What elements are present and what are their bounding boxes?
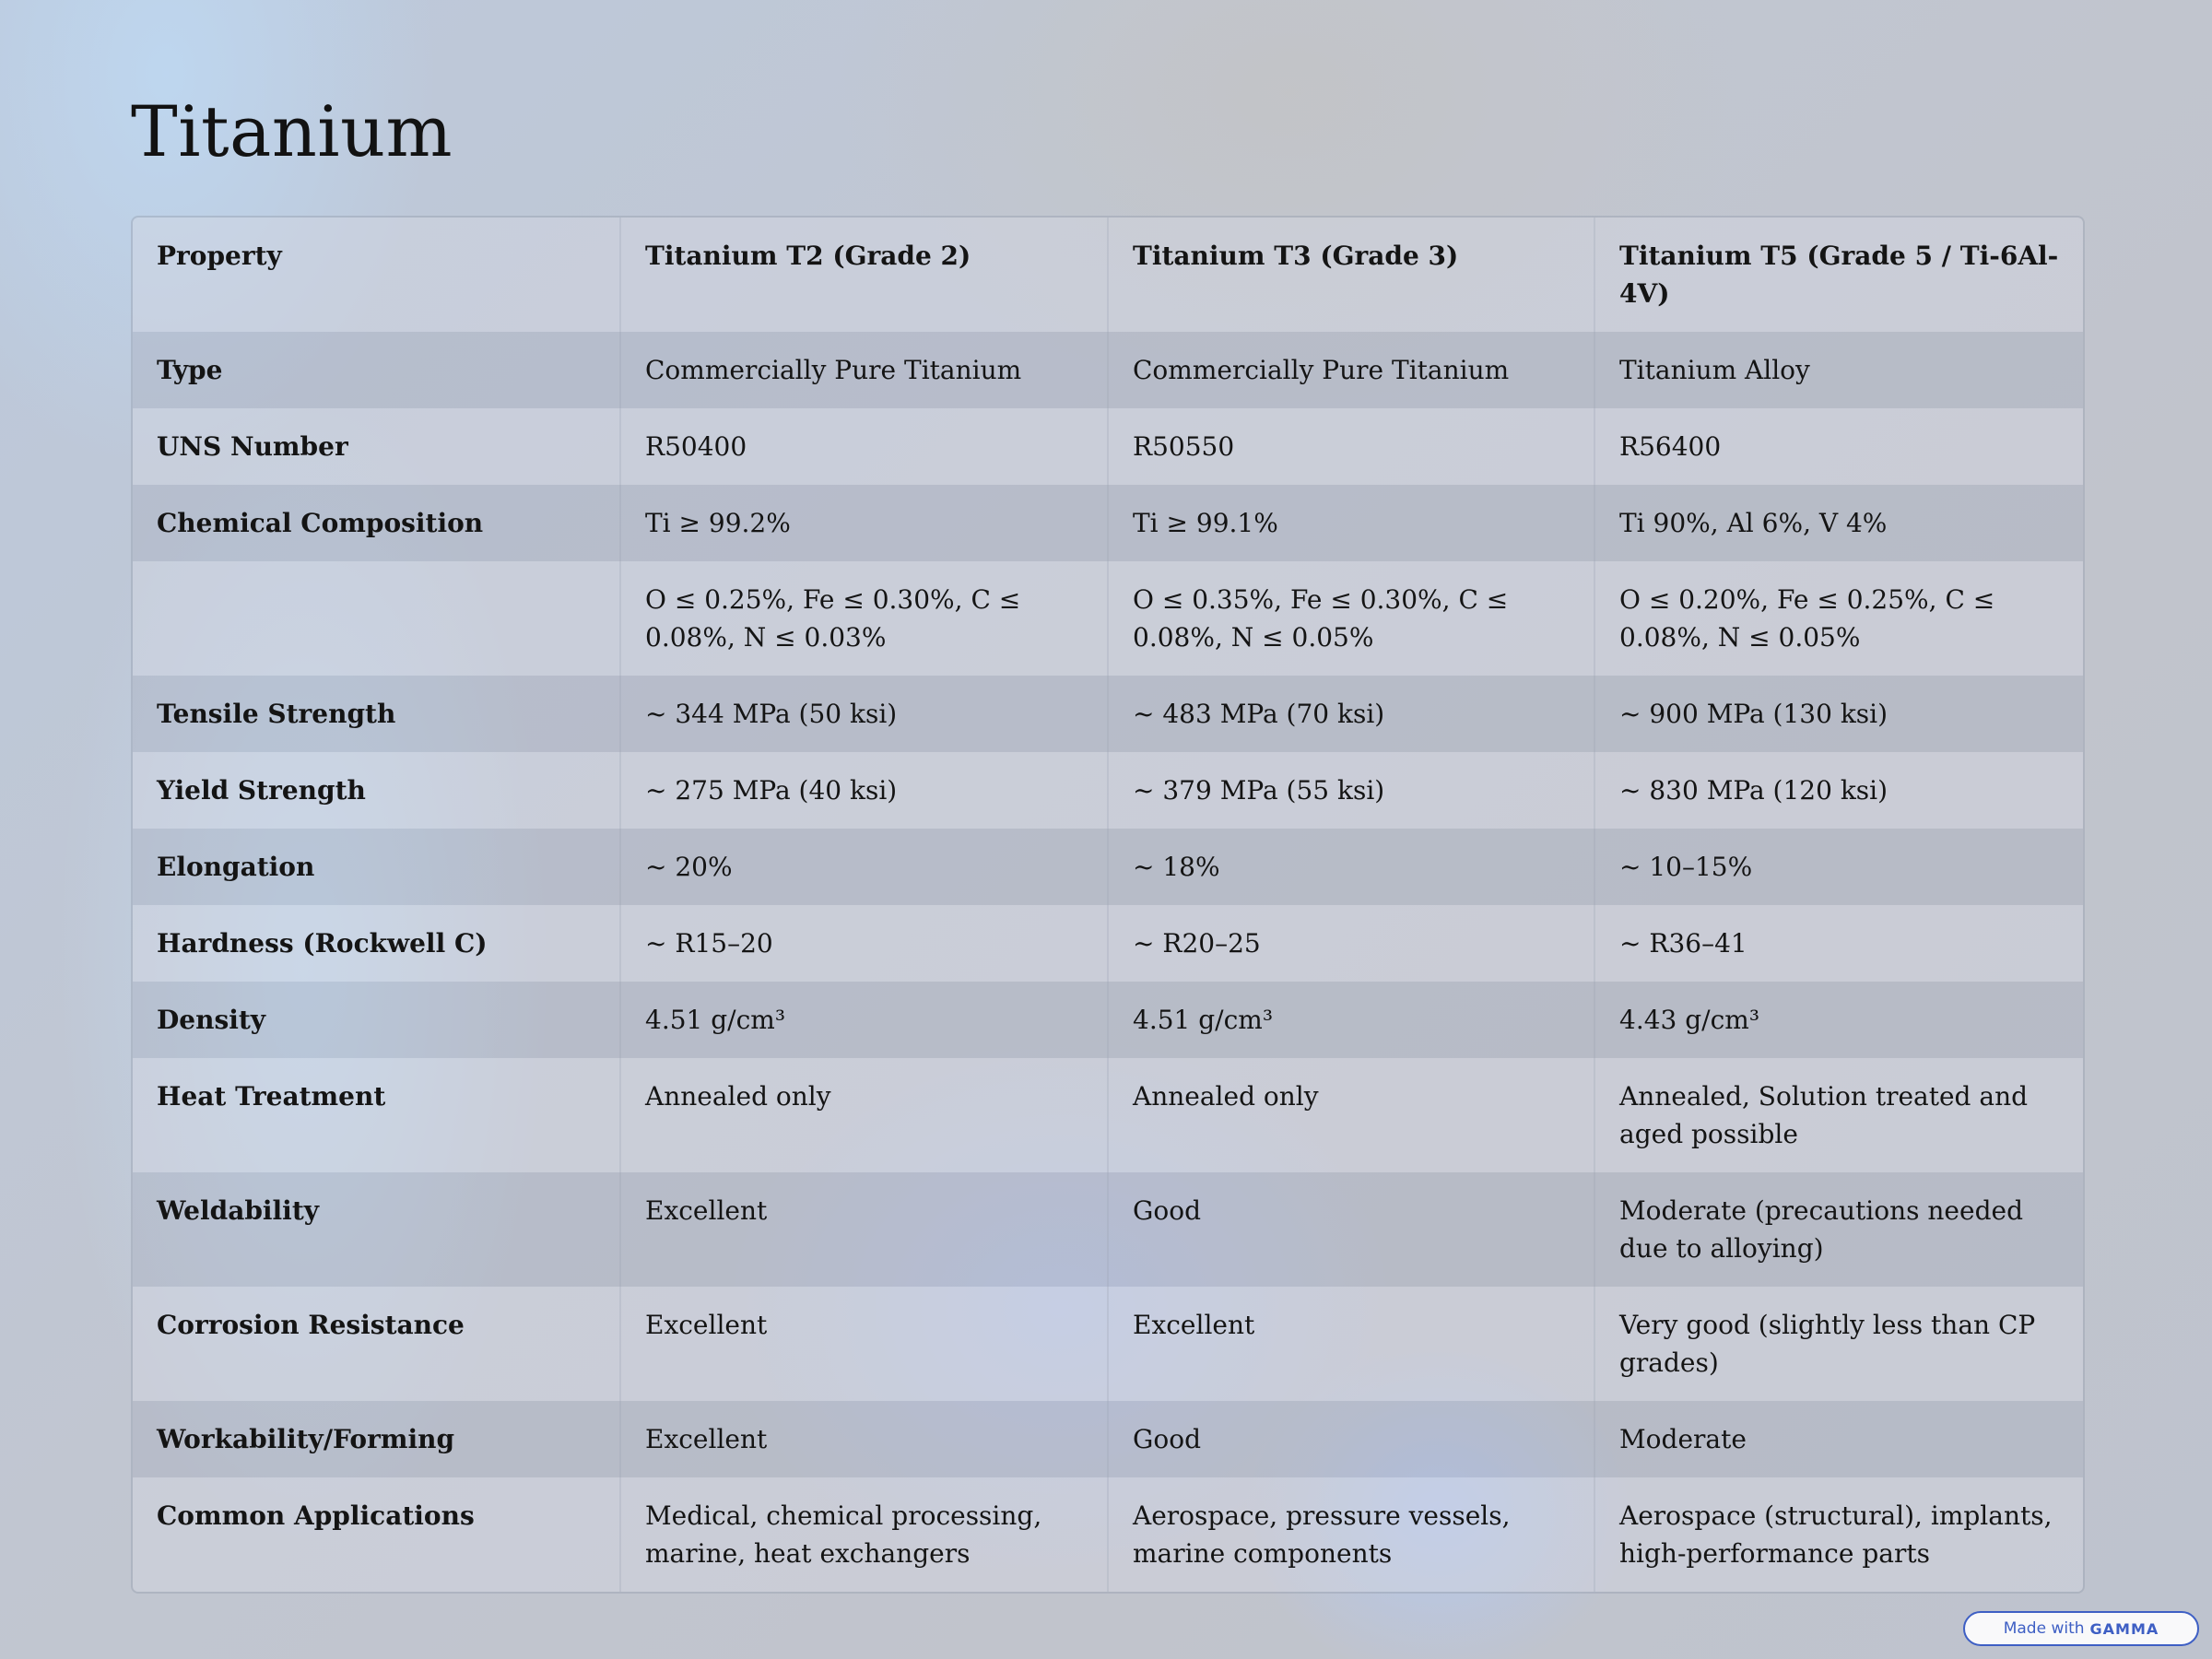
table-cell: Annealed, Solution treated and aged possible xyxy=(1594,1058,2083,1172)
table-cell: Aerospace, pressure vessels, marine components xyxy=(1108,1477,1594,1592)
row-label: UNS Number xyxy=(157,431,348,462)
table-cell: Ti ≥ 99.2% xyxy=(620,485,1108,561)
table-cell: ~ 10–15% xyxy=(1594,829,2083,905)
table-cell: ~ 20% xyxy=(620,829,1108,905)
table-row xyxy=(133,982,2083,1058)
table-row xyxy=(133,1172,2083,1287)
row-label: Heat Treatment xyxy=(157,1081,386,1112)
table-row xyxy=(133,676,2083,752)
table-cell: Commercially Pure Titanium xyxy=(1108,332,1594,408)
table-row xyxy=(133,752,2083,829)
table-cell: Ti 90%, Al 6%, V 4% xyxy=(1594,485,2083,561)
table-cell: Good xyxy=(1108,1401,1594,1477)
table-cell: Good xyxy=(1108,1172,1594,1287)
column-header: Property xyxy=(157,241,282,271)
properties-table-container xyxy=(131,216,2085,1594)
table-cell: Titanium Alloy xyxy=(1594,332,2083,408)
table-row xyxy=(133,1477,2083,1592)
column-header: Titanium T3 (Grade 3) xyxy=(1108,218,1594,332)
row-label: Tensile Strength xyxy=(157,699,396,729)
table-cell: 4.51 g/cm³ xyxy=(620,982,1108,1058)
table-cell: Excellent xyxy=(620,1172,1108,1287)
table-row xyxy=(133,829,2083,905)
table-row xyxy=(133,485,2083,561)
table-cell: Very good (slightly less than CP grades) xyxy=(1594,1287,2083,1401)
table-cell: Commercially Pure Titanium xyxy=(620,332,1108,408)
row-label: Type xyxy=(157,355,223,385)
table-header-row xyxy=(133,218,2083,332)
table-cell: 4.51 g/cm³ xyxy=(1108,982,1594,1058)
row-label xyxy=(133,561,620,676)
table-cell: ~ 483 MPa (70 ksi) xyxy=(1108,676,1594,752)
table-cell: O ≤ 0.35%, Fe ≤ 0.30%, C ≤ 0.08%, N ≤ 0.05% xyxy=(1108,561,1594,676)
table-cell: ~ 18% xyxy=(1108,829,1594,905)
table-row xyxy=(133,408,2083,485)
table-cell: Aerospace (structural), implants, high-performance parts xyxy=(1594,1477,2083,1592)
column-header: Titanium T5 (Grade 5 / Ti-6Al-4V) xyxy=(1594,218,2083,332)
row-label: Density xyxy=(157,1005,266,1035)
table-row xyxy=(133,561,2083,676)
table-cell: ~ 275 MPa (40 ksi) xyxy=(620,752,1108,829)
table-cell: Moderate xyxy=(1594,1401,2083,1477)
table-cell: Annealed only xyxy=(620,1058,1108,1172)
row-label: Weldability xyxy=(157,1195,320,1226)
table-cell: Ti ≥ 99.1% xyxy=(1108,485,1594,561)
table-cell: Excellent xyxy=(1108,1287,1594,1401)
table-row xyxy=(133,1058,2083,1172)
table-cell: 4.43 g/cm³ xyxy=(1594,982,2083,1058)
table-cell: Excellent xyxy=(620,1401,1108,1477)
table-cell: ~ 830 MPa (120 ksi) xyxy=(1594,752,2083,829)
row-label: Common Applications xyxy=(157,1500,475,1531)
row-label: Corrosion Resistance xyxy=(157,1310,465,1340)
badge-prefix: Made with xyxy=(2003,1619,2085,1638)
row-label: Workability/Forming xyxy=(157,1424,455,1454)
table-row xyxy=(133,1401,2083,1477)
table-row xyxy=(133,1287,2083,1401)
row-label: Hardness (Rockwell C) xyxy=(157,928,488,959)
row-label: Chemical Composition xyxy=(157,508,484,538)
table-cell: R50550 xyxy=(1108,408,1594,485)
table-cell: ~ R15–20 xyxy=(620,905,1108,982)
table-cell: O ≤ 0.25%, Fe ≤ 0.30%, C ≤ 0.08%, N ≤ 0.03% xyxy=(620,561,1108,676)
table-cell: Excellent xyxy=(620,1287,1108,1401)
table-cell: R50400 xyxy=(620,408,1108,485)
table-cell: ~ 900 MPa (130 ksi) xyxy=(1594,676,2083,752)
table-cell: ~ R36–41 xyxy=(1594,905,2083,982)
row-label: Yield Strength xyxy=(157,775,366,806)
titanium-properties-table xyxy=(133,218,2083,1592)
table-cell: Medical, chemical processing, marine, heat exchangers xyxy=(620,1477,1108,1592)
table-row xyxy=(133,905,2083,982)
table-cell: Annealed only xyxy=(1108,1058,1594,1172)
made-with-gamma-badge[interactable] xyxy=(1963,1611,2199,1646)
column-header: Titanium T2 (Grade 2) xyxy=(620,218,1108,332)
page-title: Titanium xyxy=(131,90,453,172)
table-cell: ~ R20–25 xyxy=(1108,905,1594,982)
gamma-logo: GAMMA xyxy=(2089,1619,2159,1638)
table-cell: O ≤ 0.20%, Fe ≤ 0.25%, C ≤ 0.08%, N ≤ 0.05% xyxy=(1594,561,2083,676)
table-row xyxy=(133,332,2083,408)
table-cell: ~ 379 MPa (55 ksi) xyxy=(1108,752,1594,829)
table-cell: ~ 344 MPa (50 ksi) xyxy=(620,676,1108,752)
table-cell: R56400 xyxy=(1594,408,2083,485)
table-cell: Moderate (precautions needed due to alloying) xyxy=(1594,1172,2083,1287)
row-label: Elongation xyxy=(157,852,315,882)
